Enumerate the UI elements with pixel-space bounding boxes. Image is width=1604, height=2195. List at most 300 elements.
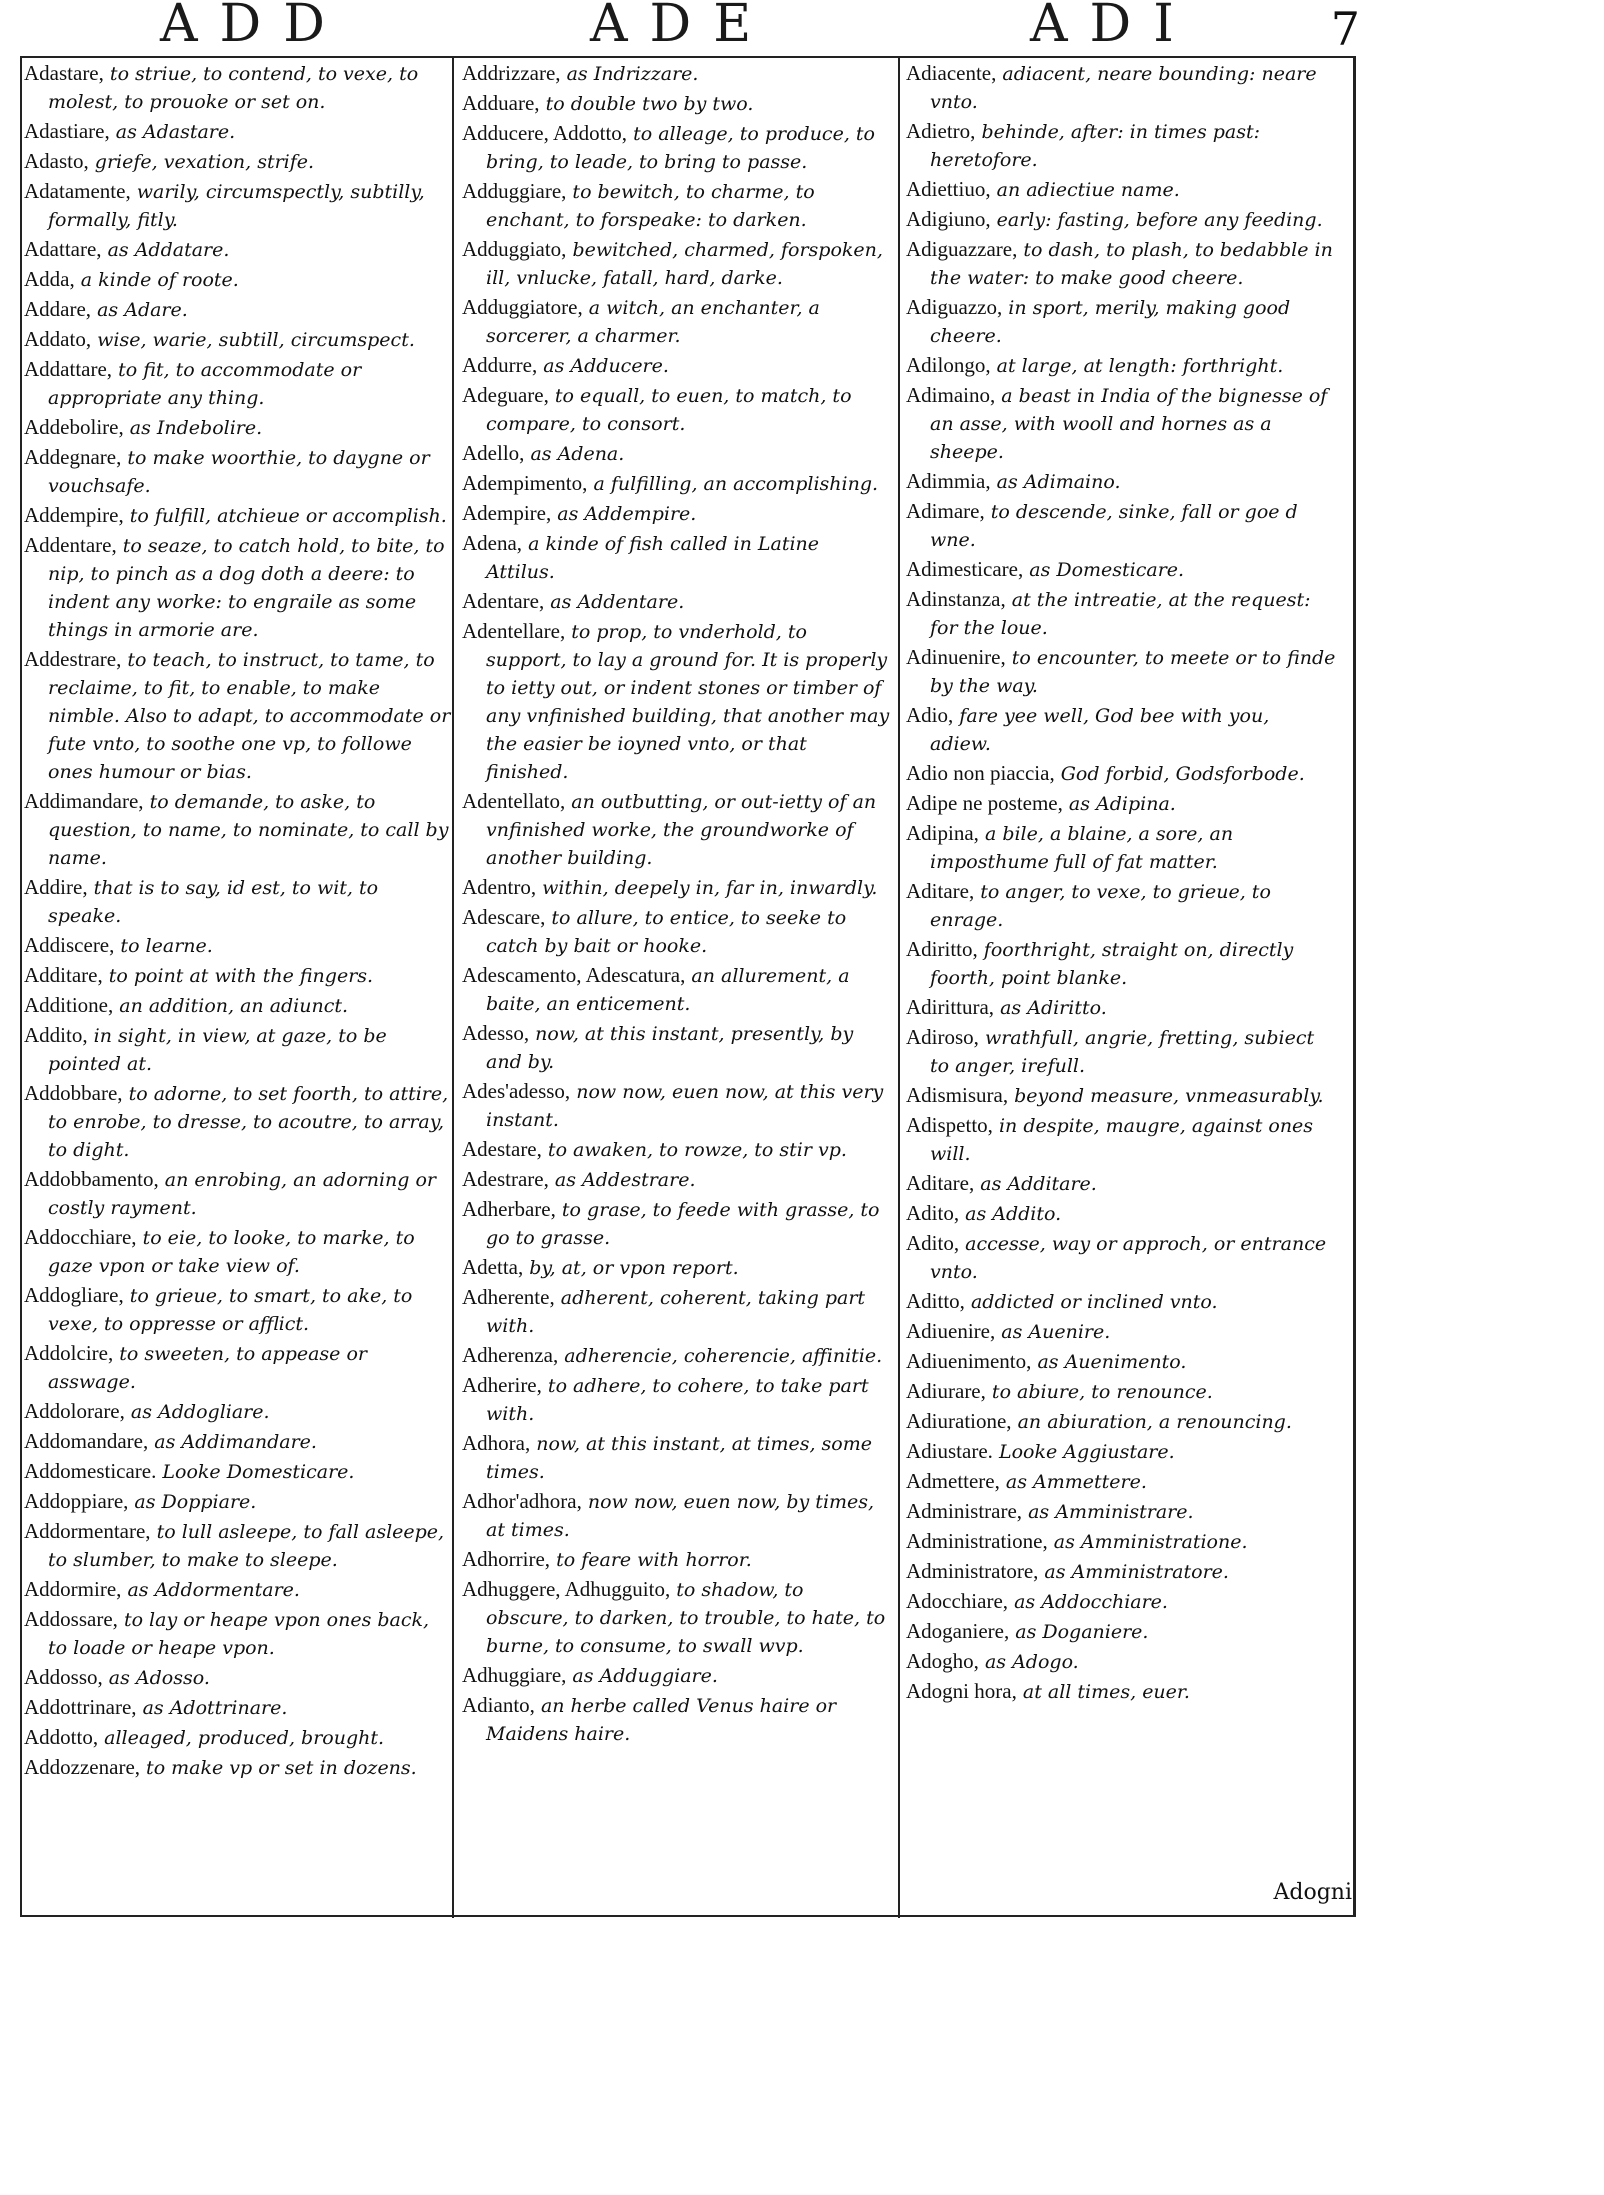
dictionary-entry xyxy=(462,1020,892,1076)
dictionary-entry xyxy=(462,440,892,468)
entry-term: Additione, xyxy=(24,993,114,1017)
dictionary-entry xyxy=(462,618,892,786)
entry-term: Adattare, xyxy=(24,237,102,261)
entry-definition: as Auenire. xyxy=(995,1321,1111,1343)
dictionary-entry xyxy=(906,1528,1336,1556)
entry-definition: to alleage, to produce, to bring, to leade, to bring to passe. xyxy=(486,123,875,173)
entry-term: Adimare, xyxy=(906,499,985,523)
entry-definition: to equall, to euen, to match, to compare, to consort. xyxy=(486,385,852,435)
dictionary-entry xyxy=(906,1588,1336,1616)
entry-definition: a fulfilling, an accomplishing. xyxy=(587,473,879,495)
entry-term: Addato, xyxy=(24,327,92,351)
dictionary-entry xyxy=(906,1024,1336,1080)
entry-definition: an herbe called Venus haire or Maidens haire. xyxy=(486,1695,837,1745)
entry-term: Adipina, xyxy=(906,821,979,845)
entry-term: Adianto, xyxy=(462,1693,535,1717)
entry-term: Adesso, xyxy=(462,1021,530,1045)
entry-term: Adda, xyxy=(24,267,75,291)
entry-term: Adestare, xyxy=(462,1137,542,1161)
entry-term: Adimaino, xyxy=(906,383,996,407)
entry-term: Adescare, xyxy=(462,905,546,929)
entry-term: Addossare, xyxy=(24,1607,118,1631)
entry-definition: now now, euen now, at this very instant. xyxy=(486,1081,884,1131)
dictionary-entry xyxy=(24,1398,454,1426)
entry-term: Adherente, xyxy=(462,1285,555,1309)
entry-term: Adinstanza, xyxy=(906,587,1006,611)
dictionary-entry xyxy=(906,1408,1336,1436)
dictionary-entry xyxy=(24,1428,454,1456)
entry-term: Addrizzare, xyxy=(462,61,561,85)
dictionary-entry xyxy=(906,1468,1336,1496)
dictionary-entry xyxy=(906,236,1336,292)
entry-definition: to shadow, to obscure, to darken, to trouble, to hate, to burne, to consume, to swall wvp. xyxy=(486,1579,886,1657)
entry-term: Adducere, Addotto, xyxy=(462,121,628,145)
dictionary-entry xyxy=(462,1662,892,1690)
dictionary-entry xyxy=(24,444,454,500)
entry-definition: as Adena. xyxy=(524,443,625,465)
entry-definition: as Adiritto. xyxy=(994,997,1107,1019)
entry-definition: as Ammettere. xyxy=(999,1471,1147,1493)
dictionary-entry xyxy=(462,352,892,380)
entry-term: Adismisura, xyxy=(906,1083,1009,1107)
dictionary-entry xyxy=(906,702,1336,758)
entry-term: Adoganiere, xyxy=(906,1619,1010,1643)
dictionary-entry xyxy=(24,962,454,990)
entry-definition: beyond measure, vnmeasurably. xyxy=(1008,1085,1324,1107)
entry-term: Addempire, xyxy=(24,503,124,527)
dictionary-entry xyxy=(906,206,1336,234)
dictionary-entry xyxy=(24,60,454,116)
entry-term: Addattare, xyxy=(24,357,113,381)
entry-term: Adatamente, xyxy=(24,179,131,203)
entry-definition: to adhere, to cohere, to take part with. xyxy=(486,1375,869,1425)
entry-term: Adherenza, xyxy=(462,1343,559,1367)
entry-definition: early: fasting, before any feeding. xyxy=(990,209,1323,231)
dictionary-entry xyxy=(24,1282,454,1338)
entry-definition: to dash, to plash, to bedabble in the water: to make good cheere. xyxy=(930,239,1333,289)
dictionary-entry xyxy=(24,1576,454,1604)
dictionary-entry xyxy=(24,266,454,294)
dictionary-entry xyxy=(24,1724,454,1752)
entry-definition: to learne. xyxy=(114,935,213,957)
entry-definition: as Doganiere. xyxy=(1009,1621,1149,1643)
entry-term: Addire, xyxy=(24,875,88,899)
entry-definition: as Addocchiare. xyxy=(1008,1591,1168,1613)
entry-definition: as Addestrare. xyxy=(548,1169,696,1191)
entry-definition: adherencie, coherencie, affinitie. xyxy=(558,1345,883,1367)
entry-term: Admettere, xyxy=(906,1469,1000,1493)
entry-term: Adigiuno, xyxy=(906,207,991,231)
catchword: Adogni xyxy=(1273,1880,1352,1905)
dictionary-entry xyxy=(906,1648,1336,1676)
dictionary-entry xyxy=(462,1078,892,1134)
entry-definition: foorthright, straight on, directly foorth, point blanke. xyxy=(930,939,1294,989)
dictionary-entry xyxy=(906,586,1336,642)
entry-definition: griefe, vexation, strife. xyxy=(88,151,315,173)
dictionary-entry xyxy=(462,904,892,960)
dictionary-entry xyxy=(24,148,454,176)
entry-term: Addosso, xyxy=(24,1665,103,1689)
dictionary-entry xyxy=(462,1546,892,1574)
entry-definition: to make woorthie, to daygne or vouchsafe. xyxy=(48,447,430,497)
entry-definition: as Indebolire. xyxy=(123,417,263,439)
dictionary-entry xyxy=(462,500,892,528)
page-number: 7 xyxy=(1330,2,1360,56)
entry-definition: fare yee well, God bee with you, adiew. xyxy=(930,705,1270,755)
entry-term: Adentro, xyxy=(462,875,537,899)
entry-definition: as Domesticare. xyxy=(1023,559,1185,581)
entry-term: Adocchiare, xyxy=(906,1589,1009,1613)
entry-definition: to point at with the fingers. xyxy=(102,965,374,987)
dictionary-entry xyxy=(906,878,1336,934)
dictionary-entry xyxy=(24,1606,454,1662)
dictionary-entry xyxy=(462,60,892,88)
entry-term: Adispetto, xyxy=(906,1113,993,1137)
entry-term: Adello, xyxy=(462,441,525,465)
entry-term: Adirittura, xyxy=(906,995,995,1019)
entry-term: Adio non piaccia, xyxy=(906,761,1055,785)
entry-definition: an allurement, a baite, an enticement. xyxy=(486,965,850,1015)
entry-term: Adescamento, Adescatura, xyxy=(462,963,686,987)
entry-term: Addomesticare. xyxy=(24,1459,157,1483)
dictionary-entry xyxy=(462,90,892,118)
entry-definition: to fulfill, atchieue or accomplish. xyxy=(123,505,447,527)
entry-definition: at large, at length: forthright. xyxy=(990,355,1284,377)
entry-term: Adiuratione, xyxy=(906,1409,1012,1433)
entry-definition: as Indrizzare. xyxy=(560,63,699,85)
entry-definition: as Adduggiare. xyxy=(566,1665,718,1687)
entry-term: Addolcire, xyxy=(24,1341,114,1365)
dictionary-entry xyxy=(906,1288,1336,1316)
entry-definition: as Addimandare. xyxy=(148,1431,317,1453)
dictionary-entry xyxy=(462,120,892,176)
entry-definition: as Amministratore. xyxy=(1038,1561,1229,1583)
entry-term: Adito, xyxy=(906,1231,960,1255)
dictionary-entry xyxy=(24,1224,454,1280)
dictionary-entry xyxy=(24,1694,454,1722)
entry-term: Addurre, xyxy=(462,353,538,377)
entry-definition: as Adimaino. xyxy=(990,471,1121,493)
entry-term: Adherbare, xyxy=(462,1197,556,1221)
entry-term: Aditare, xyxy=(906,879,975,903)
dictionary-entry xyxy=(462,1692,892,1748)
entry-term: Adipe ne posteme, xyxy=(906,791,1063,815)
dictionary-entry xyxy=(24,178,454,234)
entry-definition: to sweeten, to appease or asswage. xyxy=(48,1343,367,1393)
entry-definition: wrathfull, angrie, fretting, subiect to anger, irefull. xyxy=(930,1027,1315,1077)
entry-term: Adetta, xyxy=(462,1255,524,1279)
entry-term: Adiuenire, xyxy=(906,1319,996,1343)
entry-definition: to abiure, to renounce. xyxy=(985,1381,1213,1403)
entry-term: Adhuggere, Adhugguito, xyxy=(462,1577,671,1601)
entry-term: Adempimento, xyxy=(462,471,588,495)
entry-term: Addomandare, xyxy=(24,1429,149,1453)
entry-definition: as Adosso. xyxy=(102,1667,210,1689)
dictionary-entry xyxy=(906,468,1336,496)
dictionary-entry xyxy=(906,1498,1336,1526)
column-2 xyxy=(462,60,892,1750)
entry-definition: behinde, after: in times past: heretofore. xyxy=(930,121,1261,171)
entry-term: Adempire, xyxy=(462,501,552,525)
entry-term: Addimandare, xyxy=(24,789,144,813)
dictionary-entry xyxy=(462,530,892,586)
dictionary-entry xyxy=(24,236,454,264)
dictionary-entry xyxy=(462,236,892,292)
entry-definition: to make vp or set in dozens. xyxy=(140,1757,417,1779)
dictionary-entry xyxy=(462,874,892,902)
entry-term: Administrare, xyxy=(906,1499,1023,1523)
dictionary-entry xyxy=(24,788,454,872)
dictionary-entry xyxy=(906,936,1336,992)
entry-definition: to seaze, to catch hold, to bite, to nip, to pinch as a dog doth a deere: to indent any worke: to engraile as some things in armorie are. xyxy=(48,535,445,641)
entry-term: Adentellato, xyxy=(462,789,566,813)
dictionary-entry xyxy=(462,1136,892,1164)
entry-term: Adinuenire, xyxy=(906,645,1006,669)
entry-definition: that is to say, id est, to wit, to speake. xyxy=(48,877,379,927)
dictionary-entry xyxy=(24,502,454,530)
entry-term: Adilongo, xyxy=(906,353,991,377)
entry-term: Additare, xyxy=(24,963,103,987)
dictionary-entry xyxy=(462,1430,892,1486)
headword-center: ADE xyxy=(590,0,774,54)
dictionary-entry xyxy=(462,588,892,616)
entry-term: Addocchiare, xyxy=(24,1225,137,1249)
dictionary-entry xyxy=(462,1576,892,1660)
entry-definition: as Addogliare. xyxy=(124,1401,270,1423)
entry-term: Adhorrire, xyxy=(462,1547,551,1571)
entry-term: Adastiare, xyxy=(24,119,110,143)
entry-definition: to allure, to entice, to seeke to catch by bait or hooke. xyxy=(486,907,847,957)
entry-term: Adietro, xyxy=(906,119,976,143)
entry-definition: adiacent, neare bounding: neare vnto. xyxy=(930,63,1317,113)
entry-term: Adiritto, xyxy=(906,937,978,961)
dictionary-entry xyxy=(24,1022,454,1078)
entry-term: Ades'adesso, xyxy=(462,1079,571,1103)
dictionary-entry xyxy=(24,874,454,930)
entry-definition: Looke Aggiustare. xyxy=(992,1441,1175,1463)
dictionary-entry xyxy=(906,1200,1336,1228)
entry-term: Adiuenimento, xyxy=(906,1349,1032,1373)
entry-term: Administratore, xyxy=(906,1559,1039,1583)
dictionary-entry xyxy=(462,1342,892,1370)
entry-definition: in sight, in view, at gaze, to be pointed at. xyxy=(48,1025,387,1075)
entry-definition: as Addatare. xyxy=(101,239,230,261)
entry-term: Addormire, xyxy=(24,1577,122,1601)
entry-term: Administratione, xyxy=(906,1529,1048,1553)
entry-term: Aditto, xyxy=(906,1289,965,1313)
dictionary-entry xyxy=(462,178,892,234)
dictionary-entry xyxy=(24,326,454,354)
entry-term: Adduggiare, xyxy=(462,179,567,203)
entry-definition: an outbutting, or out-ietty of an vnfinished worke, the groundworke of another building. xyxy=(486,791,877,869)
entry-definition: to striue, to contend, to vexe, to molest, to prouoke or set on. xyxy=(48,63,419,113)
entry-definition: as Additare. xyxy=(974,1173,1097,1195)
dictionary-entry xyxy=(462,1254,892,1282)
dictionary-entry xyxy=(24,414,454,442)
dictionary-entry xyxy=(462,1488,892,1544)
dictionary-entry xyxy=(906,1618,1336,1646)
entry-term: Adiurare, xyxy=(906,1379,986,1403)
entry-term: Addare, xyxy=(24,297,92,321)
entry-definition: now, at this instant, presently, by and by. xyxy=(486,1023,854,1073)
entry-term: Adogni hora, xyxy=(906,1679,1017,1703)
dictionary-entry xyxy=(906,1348,1336,1376)
entry-term: Addobbamento, xyxy=(24,1167,159,1191)
dictionary-entry xyxy=(462,470,892,498)
entry-definition: as Adottrinare. xyxy=(136,1697,288,1719)
entry-definition: bewitched, charmed, forspoken, ill, vnlucke, fatall, hard, darke. xyxy=(486,239,883,289)
dictionary-entry xyxy=(906,760,1336,788)
entry-term: Adito, xyxy=(906,1201,960,1225)
entry-definition: to teach, to instruct, to tame, to reclaime, to fit, to enable, to make nimble. Also to adapt, to accommodate or fute vnto, to soothe one vp, to followe ones humour or bias. xyxy=(48,649,451,783)
entry-definition: wise, warie, subtill, circumspect. xyxy=(91,329,415,351)
entry-term: Adogho, xyxy=(906,1649,979,1673)
entry-definition: Looke Domesticare. xyxy=(156,1461,355,1483)
dictionary-entry xyxy=(24,1340,454,1396)
dictionary-entry xyxy=(24,1518,454,1574)
entry-definition: a witch, an enchanter, a sorcerer, a charmer. xyxy=(486,297,820,347)
dictionary-entry xyxy=(24,532,454,644)
entry-definition: as Adogo. xyxy=(978,1651,1079,1673)
dictionary-entry xyxy=(906,994,1336,1022)
entry-definition: to adorne, to set foorth, to attire, to enrobe, to dresse, to acoutre, to array, to dight. xyxy=(48,1083,449,1161)
entry-definition: a bile, a blaine, a sore, an imposthume full of fat matter. xyxy=(930,823,1234,873)
entry-definition: to bewitch, to charme, to enchant, to forspeake: to darken. xyxy=(486,181,815,231)
entry-definition: as Doppiare. xyxy=(128,1491,257,1513)
entry-definition: to grieue, to smart, to ake, to vexe, to oppresse or afflict. xyxy=(48,1285,413,1335)
entry-term: Addentare, xyxy=(24,533,117,557)
entry-definition: addicted or inclined vnto. xyxy=(964,1291,1218,1313)
dictionary-entry xyxy=(906,1678,1336,1706)
entry-term: Addito, xyxy=(24,1023,88,1047)
entry-definition: an addition, an adiunct. xyxy=(113,995,349,1017)
dictionary-entry xyxy=(906,1438,1336,1466)
entry-definition: as Addentare. xyxy=(544,591,685,613)
entry-definition: God forbid, Godsforbode. xyxy=(1054,763,1305,785)
dictionary-entry xyxy=(906,294,1336,350)
column-1 xyxy=(24,60,454,1784)
entry-definition: as Adastare. xyxy=(109,121,236,143)
entry-term: Adiguazzo, xyxy=(906,295,1003,319)
dictionary-entry xyxy=(906,118,1336,174)
entry-definition: to fit, to accommodate or appropriate any thing. xyxy=(48,359,362,409)
dictionary-entry xyxy=(906,60,1336,116)
entry-term: Addogliare, xyxy=(24,1283,124,1307)
dictionary-entry xyxy=(24,1488,454,1516)
dictionary-entry xyxy=(906,1112,1336,1168)
entry-term: Addoppiare, xyxy=(24,1489,129,1513)
entry-term: Addottrinare, xyxy=(24,1695,137,1719)
entry-term: Adiroso, xyxy=(906,1025,979,1049)
column-rule-2 xyxy=(898,58,900,1918)
entry-term: Adentare, xyxy=(462,589,545,613)
entry-definition: at all times, euer. xyxy=(1016,1681,1190,1703)
dictionary-entry xyxy=(906,382,1336,466)
entry-definition: by, at, or vpon report. xyxy=(523,1257,739,1279)
entry-term: Adhuggiare, xyxy=(462,1663,567,1687)
entry-term: Adhora, xyxy=(462,1431,531,1455)
headword-right: ADI xyxy=(1030,0,1196,54)
dictionary-entry xyxy=(462,1284,892,1340)
dictionary-entry xyxy=(906,820,1336,876)
entry-definition: as Addito. xyxy=(959,1203,1062,1225)
entry-term: Addotto, xyxy=(24,1725,99,1749)
entry-definition: to awaken, to rowze, to stir vp. xyxy=(541,1139,847,1161)
entry-definition: to lull asleepe, to fall asleepe, to slumber, to make to sleepe. xyxy=(48,1521,445,1571)
dictionary-entry xyxy=(906,1558,1336,1586)
dictionary-entry xyxy=(462,1166,892,1194)
entry-definition: warily, circumspectly, subtilly, formally, fitly. xyxy=(48,181,425,231)
dictionary-entry xyxy=(24,1754,454,1782)
headword-left: ADD xyxy=(160,0,347,54)
dictionary-entry xyxy=(906,790,1336,818)
entry-term: Adduggiatore, xyxy=(462,295,583,319)
entry-term: Adio, xyxy=(906,703,954,727)
dictionary-entry xyxy=(462,382,892,438)
entry-term: Addestrare, xyxy=(24,647,122,671)
entry-definition: adherent, coherent, taking part with. xyxy=(486,1287,866,1337)
entry-term: Addebolire, xyxy=(24,415,124,439)
entry-definition: within, deepely in, far in, inwardly. xyxy=(536,877,878,899)
entry-term: Adiettiuo, xyxy=(906,177,991,201)
entry-definition: now now, euen now, by times, at times. xyxy=(486,1491,875,1541)
entry-definition: an enrobing, an adorning or costly rayment. xyxy=(48,1169,436,1219)
dictionary-entry xyxy=(24,932,454,960)
entry-term: Addolorare, xyxy=(24,1399,125,1423)
dictionary-entry xyxy=(906,644,1336,700)
entry-term: Adiustare. xyxy=(906,1439,993,1463)
entry-definition: an adiectiue name. xyxy=(990,179,1180,201)
entry-term: Adastare, xyxy=(24,61,104,85)
dictionary-entry xyxy=(24,646,454,786)
entry-term: Adduggiato, xyxy=(462,237,567,261)
entry-term: Adiacente, xyxy=(906,61,997,85)
dictionary-entry xyxy=(24,1080,454,1164)
dictionary-entry xyxy=(906,352,1336,380)
dictionary-entry xyxy=(906,1082,1336,1110)
dictionary-entry xyxy=(24,1166,454,1222)
entry-definition: to anger, to vexe, to grieue, to enrage. xyxy=(930,881,1271,931)
entry-definition: as Auenimento. xyxy=(1031,1351,1187,1373)
entry-definition: in sport, merily, making good cheere. xyxy=(930,297,1291,347)
dictionary-entry xyxy=(24,1664,454,1692)
entry-term: Adena, xyxy=(462,531,523,555)
entry-definition: alleaged, produced, brought. xyxy=(98,1727,385,1749)
dictionary-entry xyxy=(24,296,454,324)
dictionary-entry xyxy=(462,1372,892,1428)
entry-term: Adasto, xyxy=(24,149,89,173)
entry-term: Aditare, xyxy=(906,1171,975,1195)
entry-definition: an abiuration, a renouncing. xyxy=(1011,1411,1292,1433)
entry-definition: to prop, to vnderhold, to support, to lay a ground for. It is properly to ietty out, or indent stones or timber of any vnfinished building, that another may the easier be ioyned vnto, or that finished. xyxy=(486,621,890,783)
entry-definition: as Addempire. xyxy=(551,503,697,525)
column-3 xyxy=(906,60,1336,1708)
entry-definition: a kinde of fish called in Latine Attilus. xyxy=(486,533,820,583)
entry-definition: to double two by two. xyxy=(539,93,754,115)
entry-term: Adhor'adhora, xyxy=(462,1489,582,1513)
entry-definition: in despite, maugre, against ones will. xyxy=(930,1115,1314,1165)
entry-definition: as Amministrare. xyxy=(1022,1501,1194,1523)
entry-term: Addormentare, xyxy=(24,1519,151,1543)
entry-term: Addegnare, xyxy=(24,445,122,469)
entry-term: Adentellare, xyxy=(462,619,566,643)
entry-definition: to encounter, to meete or to finde by the way. xyxy=(930,647,1336,697)
dictionary-entry xyxy=(906,498,1336,554)
dictionary-entry xyxy=(24,1458,454,1486)
entry-term: Addiscere, xyxy=(24,933,115,957)
dictionary-entry xyxy=(906,1318,1336,1346)
entry-definition: as Amministratione. xyxy=(1047,1531,1248,1553)
